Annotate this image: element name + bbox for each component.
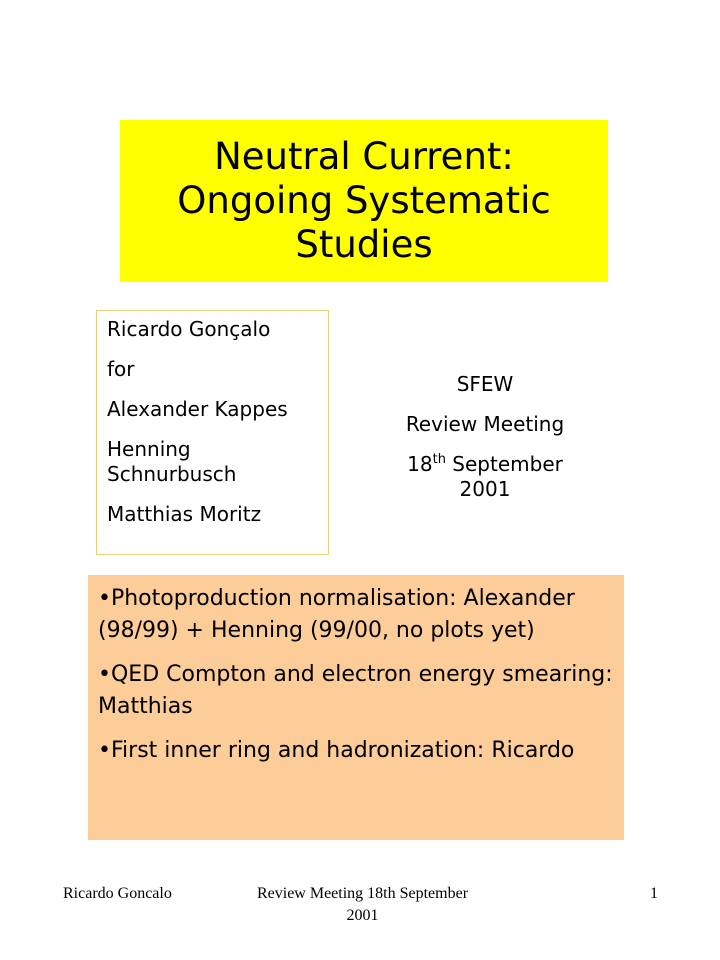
task-item: •Photoproduction normalisation: Alexander (98/99) + Henning (99/00, no plots yet) — [98, 586, 575, 643]
meeting-year: 2001 — [459, 477, 511, 501]
authors-box — [96, 310, 329, 555]
date-month: September — [445, 452, 563, 476]
title-line: Studies — [295, 223, 433, 266]
meeting-date — [380, 452, 590, 477]
title-line: Ongoing Systematic — [177, 179, 551, 222]
task-item: •First inner ring and hadronization: Ricardo — [98, 738, 575, 763]
author-name: Alexander Kappes — [107, 397, 288, 421]
meeting-info — [380, 372, 590, 517]
page-number: 1 — [650, 885, 658, 902]
task-item: •QED Compton and electron energy smearing: Matthias — [98, 662, 613, 719]
slide-title — [177, 135, 550, 267]
presenter-name: Ricardo Gonçalo — [107, 317, 271, 341]
footer-author: Ricardo Goncalo — [63, 885, 172, 902]
title-line: Neutral Current: — [214, 135, 514, 178]
date-suffix: th — [432, 452, 446, 467]
author-name: Henning Schnurbusch — [107, 437, 237, 486]
title-box — [120, 120, 608, 282]
author-name: Matthias Moritz — [107, 502, 262, 526]
meeting-event: Review Meeting — [405, 412, 565, 436]
meeting-name: SFEW — [456, 372, 514, 396]
footer-meeting: Review Meeting 18th September 2001 — [256, 885, 469, 924]
tasks-box — [88, 575, 624, 840]
date-day: 18 — [407, 452, 433, 476]
for-label: for — [107, 357, 135, 381]
